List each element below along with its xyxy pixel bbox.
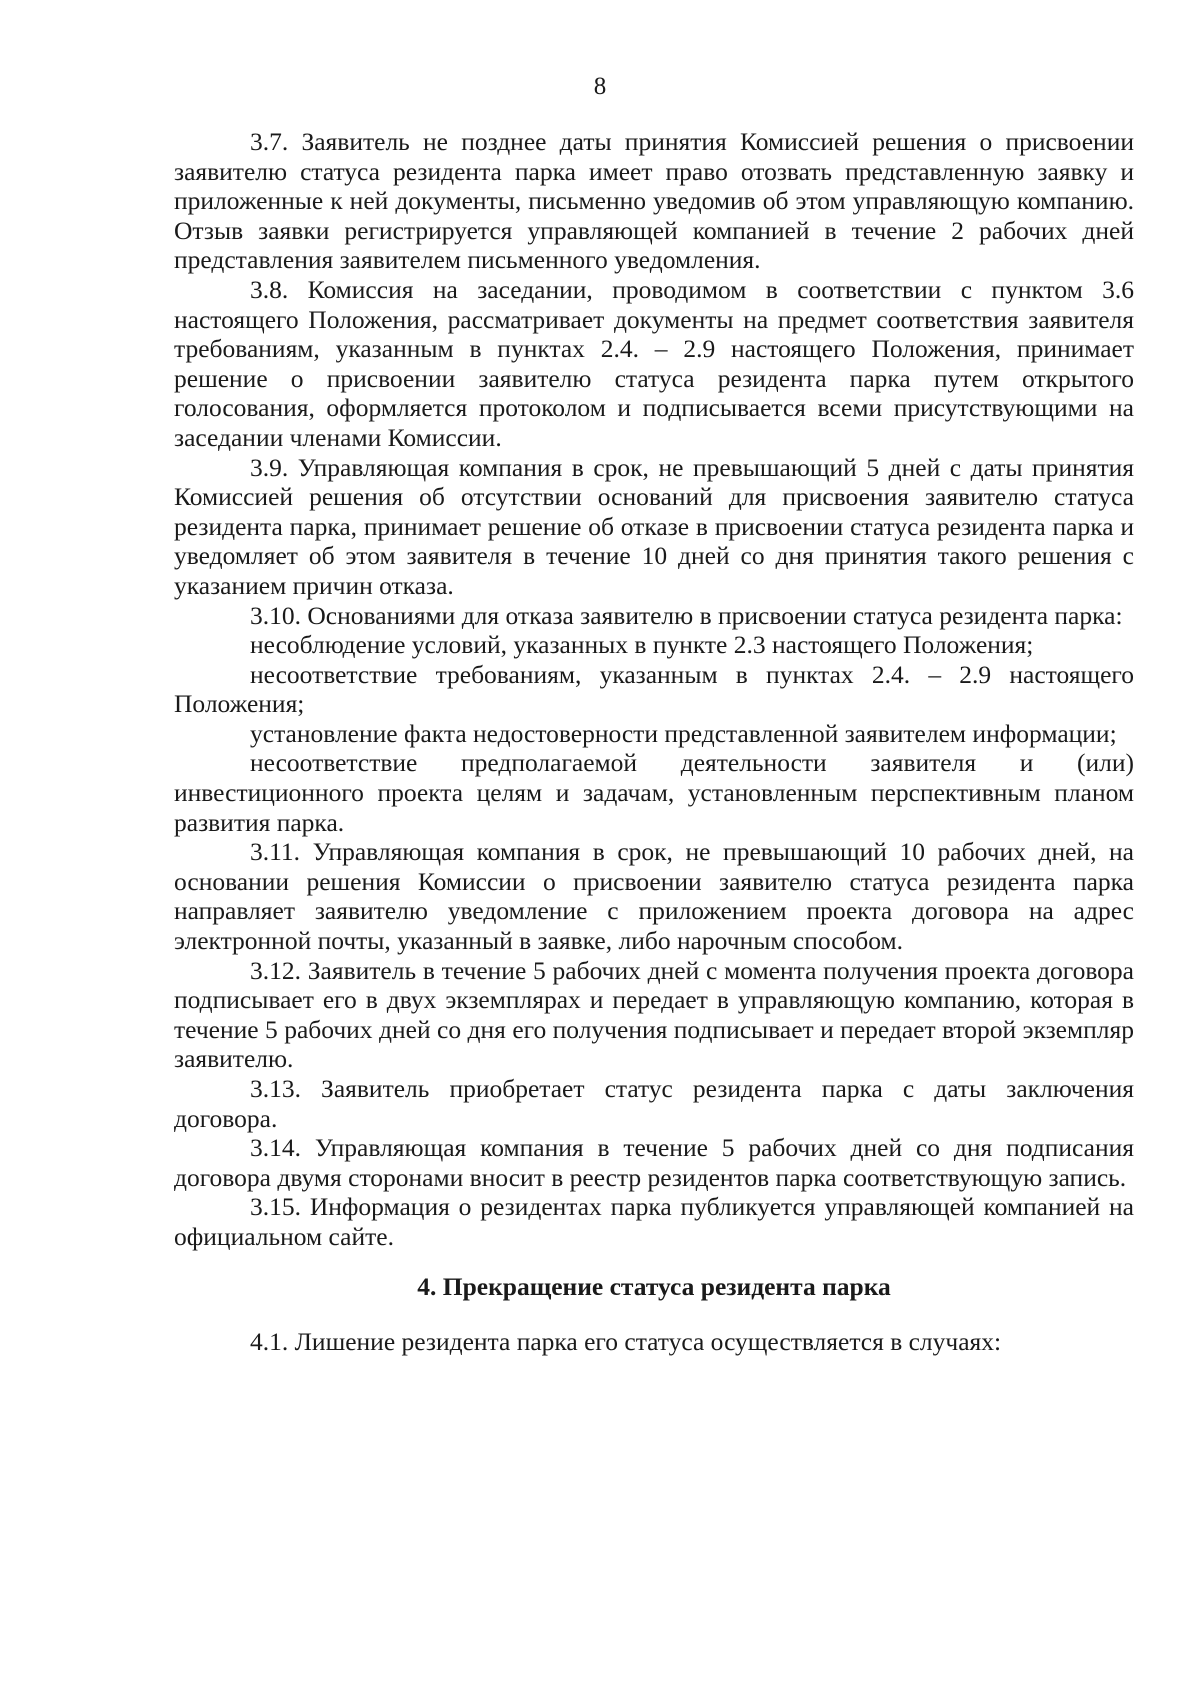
refusal-ground-1: несоблюдение условий, указанных в пункте 2.3 настоящего Положения; [250,630,1034,660]
paragraph-3-13: 3.13. Заявитель приобретает статус резидента парка с даты заключения договора. [174,1074,1134,1133]
refusal-ground-3: установление факта недостоверности представленной заявителем информации; [250,718,1117,748]
paragraph-4-1: 4.1. Лишение резидента парка его статуса осуществляется в случаях: [250,1327,1002,1357]
refusal-ground-2: несоответствие требованиям, указанным в пунктах 2.4. – 2.9 настоящего Положения; [174,659,1134,719]
paragraph-3-14: 3.14. Управляющая компания в течение 5 рабочих дней со дня подписания договора двумя сторонами вносит в реестр резидентов парка соответствующую запись. [174,1133,1134,1192]
paragraph-3-7: 3.7. Заявитель не позднее даты принятия Комиссией решения о присвоении заявителю статуса резидента парка имеет право отозвать представленную заявку и приложенные к ней документы, письменно уведомив об этом управляющую компанию. Отзыв заявки регистрируется управляющей компанией в течение 2 рабочих дней представления заявителем письменного уведомления. [174,127,1134,275]
section-heading: 4. Прекращение статуса резидента парка [417,1271,891,1301]
paragraph-3-9: 3.9. Управляющая компания в срок, не превышающий 5 дней с даты принятия Комиссией решения об отсутствии оснований для присвоения заявителю статуса резидента парка, принимает решение об отказе в присвоении статуса резидента парка и уведомляет об этом заявителя в течение 10 дней со дня принятия такого решения с указанием причин отказа. [174,452,1134,600]
document-body [174,127,1134,1357]
paragraph-3-12: 3.12. Заявитель в течение 5 рабочих дней с момента получения проекта договора подписывает его в двух экземплярах и передает в управляющую компанию, которая в течение 5 рабочих дней со дня его получения подписывает и передает второй экземпляр заявителю. [174,955,1134,1074]
refusal-ground-4: несоответствие предполагаемой деятельности заявителя и (или) инвестиционного проекта целям и задачам, установленным перспективным планом развития парка. [174,748,1134,837]
paragraph-3-15: 3.15. Информация о резидентах парка публикуется управляющей компанией на официальном сайте. [174,1192,1134,1251]
page-number: 8 [593,73,607,100]
paragraph-3-11: 3.11. Управляющая компания в срок, не превышающий 10 рабочих дней, на основании решения Комиссии о присвоении заявителю статуса резидента парка направляет заявителю уведомление с приложением проекта договора на адрес электронной почты, указанный в заявке, либо нарочным способом. [174,837,1134,956]
paragraph-3-8: 3.8. Комиссия на заседании, проводимом в соответствии с пунктом 3.6 настоящего Положения, рассматривает документы на предмет соответствия заявителя требованиям, указанным в пунктах 2.4. – 2.9 настоящего Положения, принимает решение о присвоении заявителю статуса резидента парка путем открытого голосования, оформляется протоколом и подписывается всеми присутствующими на заседании членами Комиссии. [174,274,1134,452]
paragraph-3-10: 3.10. Основаниями для отказа заявителю в присвоении статуса резидента парка: [250,600,1123,630]
